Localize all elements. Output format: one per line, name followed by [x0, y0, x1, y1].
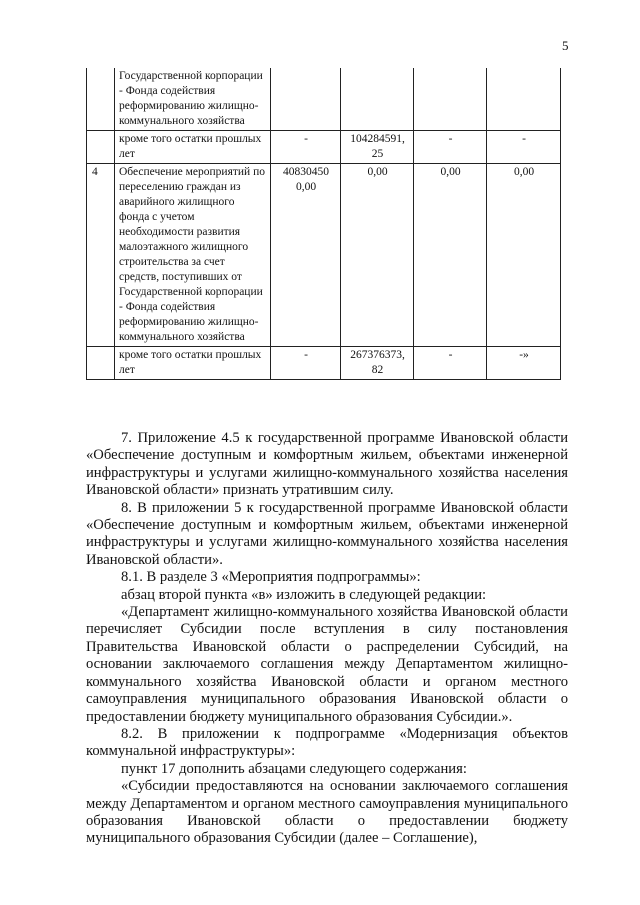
paragraph: абзац второй пункта «в» изложить в следующей редакции:	[121, 586, 487, 603]
cell-value: -	[271, 347, 341, 380]
cell-value: 0,00	[487, 164, 561, 347]
cell-value: 0,00	[414, 164, 487, 347]
paragraph: 8.1. В разделе 3 «Мероприятия подпрограммы»:	[121, 569, 421, 586]
row-number: 4	[87, 164, 115, 347]
cell-value: 104284591, 25	[341, 131, 414, 164]
row-number	[87, 347, 115, 380]
row-name: Государственной корпорации - Фонда содействия реформированию жилищно-коммунального хозяйства	[115, 68, 271, 131]
cell-value: -»	[487, 347, 561, 380]
cell-value: -	[414, 131, 487, 164]
table-row	[87, 131, 561, 164]
cell-value: -	[414, 347, 487, 380]
cell-value	[487, 68, 561, 131]
paragraph: 8. В приложении 5 к государственной программе Ивановской области «Обеспечение доступным и комфортным жильем, объектами инженерной инфраструктуры и услугами жилищно-коммунального хозяйства населения Ивановской области».	[86, 499, 568, 568]
paragraph: «Субсидии предоставляются на основании заключаемого соглашения между Департаментом и органом местного самоуправления муниципального образования Ивановской области о предоставлении бюджету муниципального образования Субсидии (далее – Соглашение),	[86, 778, 568, 847]
row-number	[87, 68, 115, 131]
table-row	[87, 164, 561, 347]
row-name: Обеспечение мероприятий по переселению граждан из аварийного жилищного фонда с учетом необходимости развития малоэтажного жилищного строительства за счет средств, поступивших от Государственной корпорации - Фонда содействия реформированию жилищно-коммунального хозяйства	[115, 164, 271, 347]
cell-value	[414, 68, 487, 131]
cell-value	[341, 68, 414, 131]
paragraph: 8.2. В приложении к подпрограмме «Модернизация объектов коммунальной инфраструктуры»:	[86, 725, 568, 760]
cell-value: -	[271, 131, 341, 164]
cell-value: 267376373, 82	[341, 347, 414, 380]
budget-table	[86, 68, 561, 380]
document-body	[86, 430, 568, 848]
cell-value: -	[487, 131, 561, 164]
cell-value: 0,00	[341, 164, 414, 347]
paragraph: «Департамент жилищно-коммунального хозяйства Ивановской области перечисляет Субсидии после вступления в силу постановления Правительства Ивановской области о распределении Субсидий, на основании заключаемого соглашения между Департаментом жилищно-коммунального хозяйства Ивановской области и органом местного самоуправления муниципального образования Ивановской области о предоставлении бюджету муниципального образования Субсидии.».	[86, 604, 568, 725]
table-row	[87, 347, 561, 380]
row-name: кроме того остатки прошлых лет	[115, 347, 271, 380]
cell-value: 40830450 0,00	[271, 164, 341, 347]
row-name: кроме того остатки прошлых лет	[115, 131, 271, 164]
row-number	[87, 131, 115, 164]
table-row	[87, 68, 561, 131]
cell-value	[271, 68, 341, 131]
paragraph: пункт 17 дополнить абзацами следующего содержания:	[121, 760, 467, 777]
page-number: 5	[562, 38, 569, 53]
paragraph: 7. Приложение 4.5 к государственной программе Ивановской области «Обеспечение доступным и комфортным жильем, объектами инженерной инфраструктуры и услугами жилищно-коммунального хозяйства населения Ивановской области» признать утратившим силу.	[86, 430, 568, 499]
